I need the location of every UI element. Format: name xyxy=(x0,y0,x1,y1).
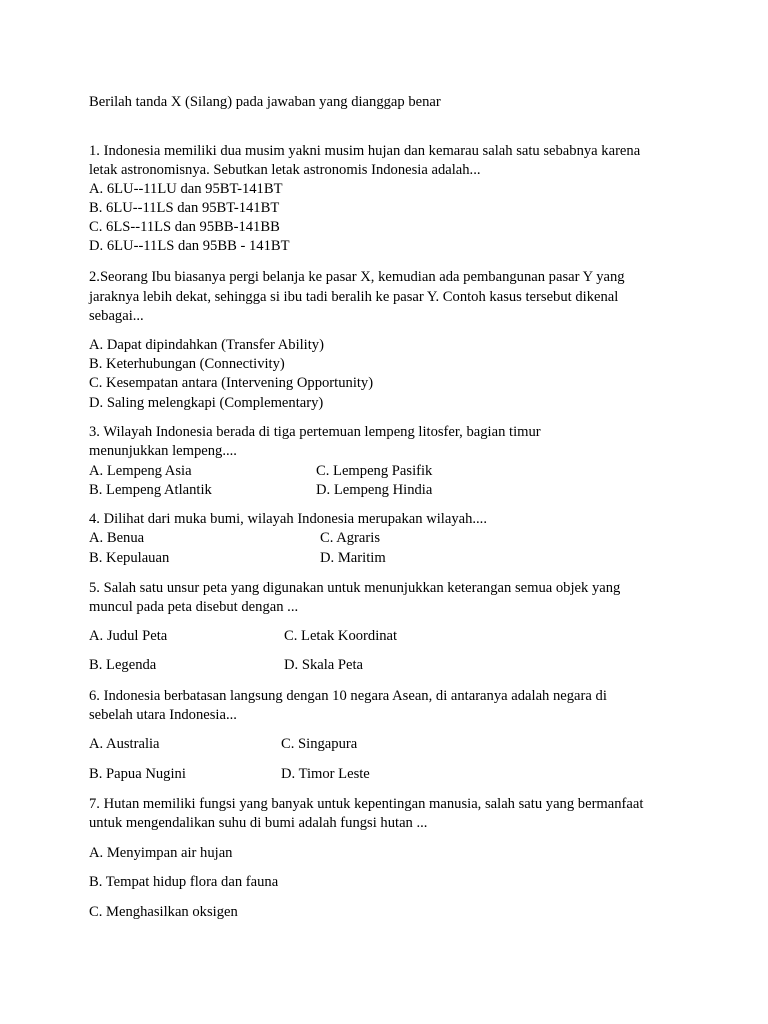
q3-option-b: B. Lempeng Atlantik xyxy=(89,482,212,498)
q2-line2: jaraknya lebih dekat, sehingga si ibu tadi beralih ke pasar Y. Contoh kasus tersebut dikenal xyxy=(89,289,619,305)
q3-line2: menunjukkan lempeng.... xyxy=(89,443,237,459)
instruction-text: Berilah tanda X (Silang) pada jawaban yang dianggap benar xyxy=(89,94,441,110)
q6-line1: 6. Indonesia berbatasan langsung dengan 10 negara Asean, di antaranya adalah negara di xyxy=(89,688,607,704)
q1-line2: letak astronomisnya. Sebutkan letak astronomis Indonesia adalah... xyxy=(89,162,481,178)
q5-option-c: C. Letak Koordinat xyxy=(284,628,398,644)
q7-line2: untuk mengendalikan suhu di bumi adalah fungsi hutan ... xyxy=(89,815,428,831)
q3-line1: 3. Wilayah Indonesia berada di tiga pertemuan lempeng litosfer, bagian timur xyxy=(89,424,541,440)
q2-line3: sebagai... xyxy=(89,308,144,324)
q7-option-b: B. Tempat hidup flora dan fauna xyxy=(89,874,279,890)
q4-option-d: D. Maritim xyxy=(320,550,386,566)
q5-option-b: B. Legenda xyxy=(89,657,157,673)
q1-option-b: B. 6LU--11LS dan 95BT-141BT xyxy=(89,200,280,216)
q2-option-a: A. Dapat dipindahkan (Transfer Ability) xyxy=(89,337,324,353)
q4-line1: 4. Dilihat dari muka bumi, wilayah Indonesia merupakan wilayah.... xyxy=(89,511,487,527)
q4-option-c: C. Agraris xyxy=(320,530,380,546)
q3-option-c: C. Lempeng Pasifik xyxy=(316,463,433,479)
q5-option-d: D. Skala Peta xyxy=(284,657,364,673)
q4-option-b: B. Kepulauan xyxy=(89,550,170,566)
q2-line1: 2.Seorang Ibu biasanya pergi belanja ke pasar X, kemudian ada pembangunan pasar Y yang xyxy=(89,269,625,285)
q2-option-b: B. Keterhubungan (Connectivity) xyxy=(89,356,285,372)
q1-line1: 1. Indonesia memiliki dua musim yakni musim hujan dan kemarau salah satu sebabnya karena xyxy=(89,143,641,159)
q2-option-c: C. Kesempatan antara (Intervening Opportunity) xyxy=(89,375,374,391)
q1-option-c: C. 6LS--11LS dan 95BB-141BB xyxy=(89,219,280,235)
q6-option-d: D. Timor Leste xyxy=(281,766,370,782)
q6-option-b: B. Papua Nugini xyxy=(89,766,186,782)
q5-line1: 5. Salah satu unsur peta yang digunakan untuk menunjukkan keterangan semua objek yang xyxy=(89,580,621,596)
q7-option-a: A. Menyimpan air hujan xyxy=(89,845,233,861)
q1-option-d: D. 6LU--11LS dan 95BB - 141BT xyxy=(89,238,290,254)
q5-line2: muncul pada peta disebut dengan ... xyxy=(89,599,299,615)
q6-line2: sebelah utara Indonesia... xyxy=(89,707,237,723)
q5-option-a: A. Judul Peta xyxy=(89,628,168,644)
q7-line1: 7. Hutan memiliki fungsi yang banyak untuk kepentingan manusia, salah satu yang bermanfaat xyxy=(89,796,644,812)
q3-option-a: A. Lempeng Asia xyxy=(89,463,192,479)
q6-option-a: A. Australia xyxy=(89,736,160,752)
q6-option-c: C. Singapura xyxy=(281,736,358,752)
q1-option-a: A. 6LU--11LU dan 95BT-141BT xyxy=(89,181,283,197)
q3-option-d: D. Lempeng Hindia xyxy=(316,482,433,498)
q7-option-c: C. Menghasilkan oksigen xyxy=(89,904,238,920)
q4-option-a: A. Benua xyxy=(89,530,145,546)
q2-option-d: D. Saling melengkapi (Complementary) xyxy=(89,395,324,411)
